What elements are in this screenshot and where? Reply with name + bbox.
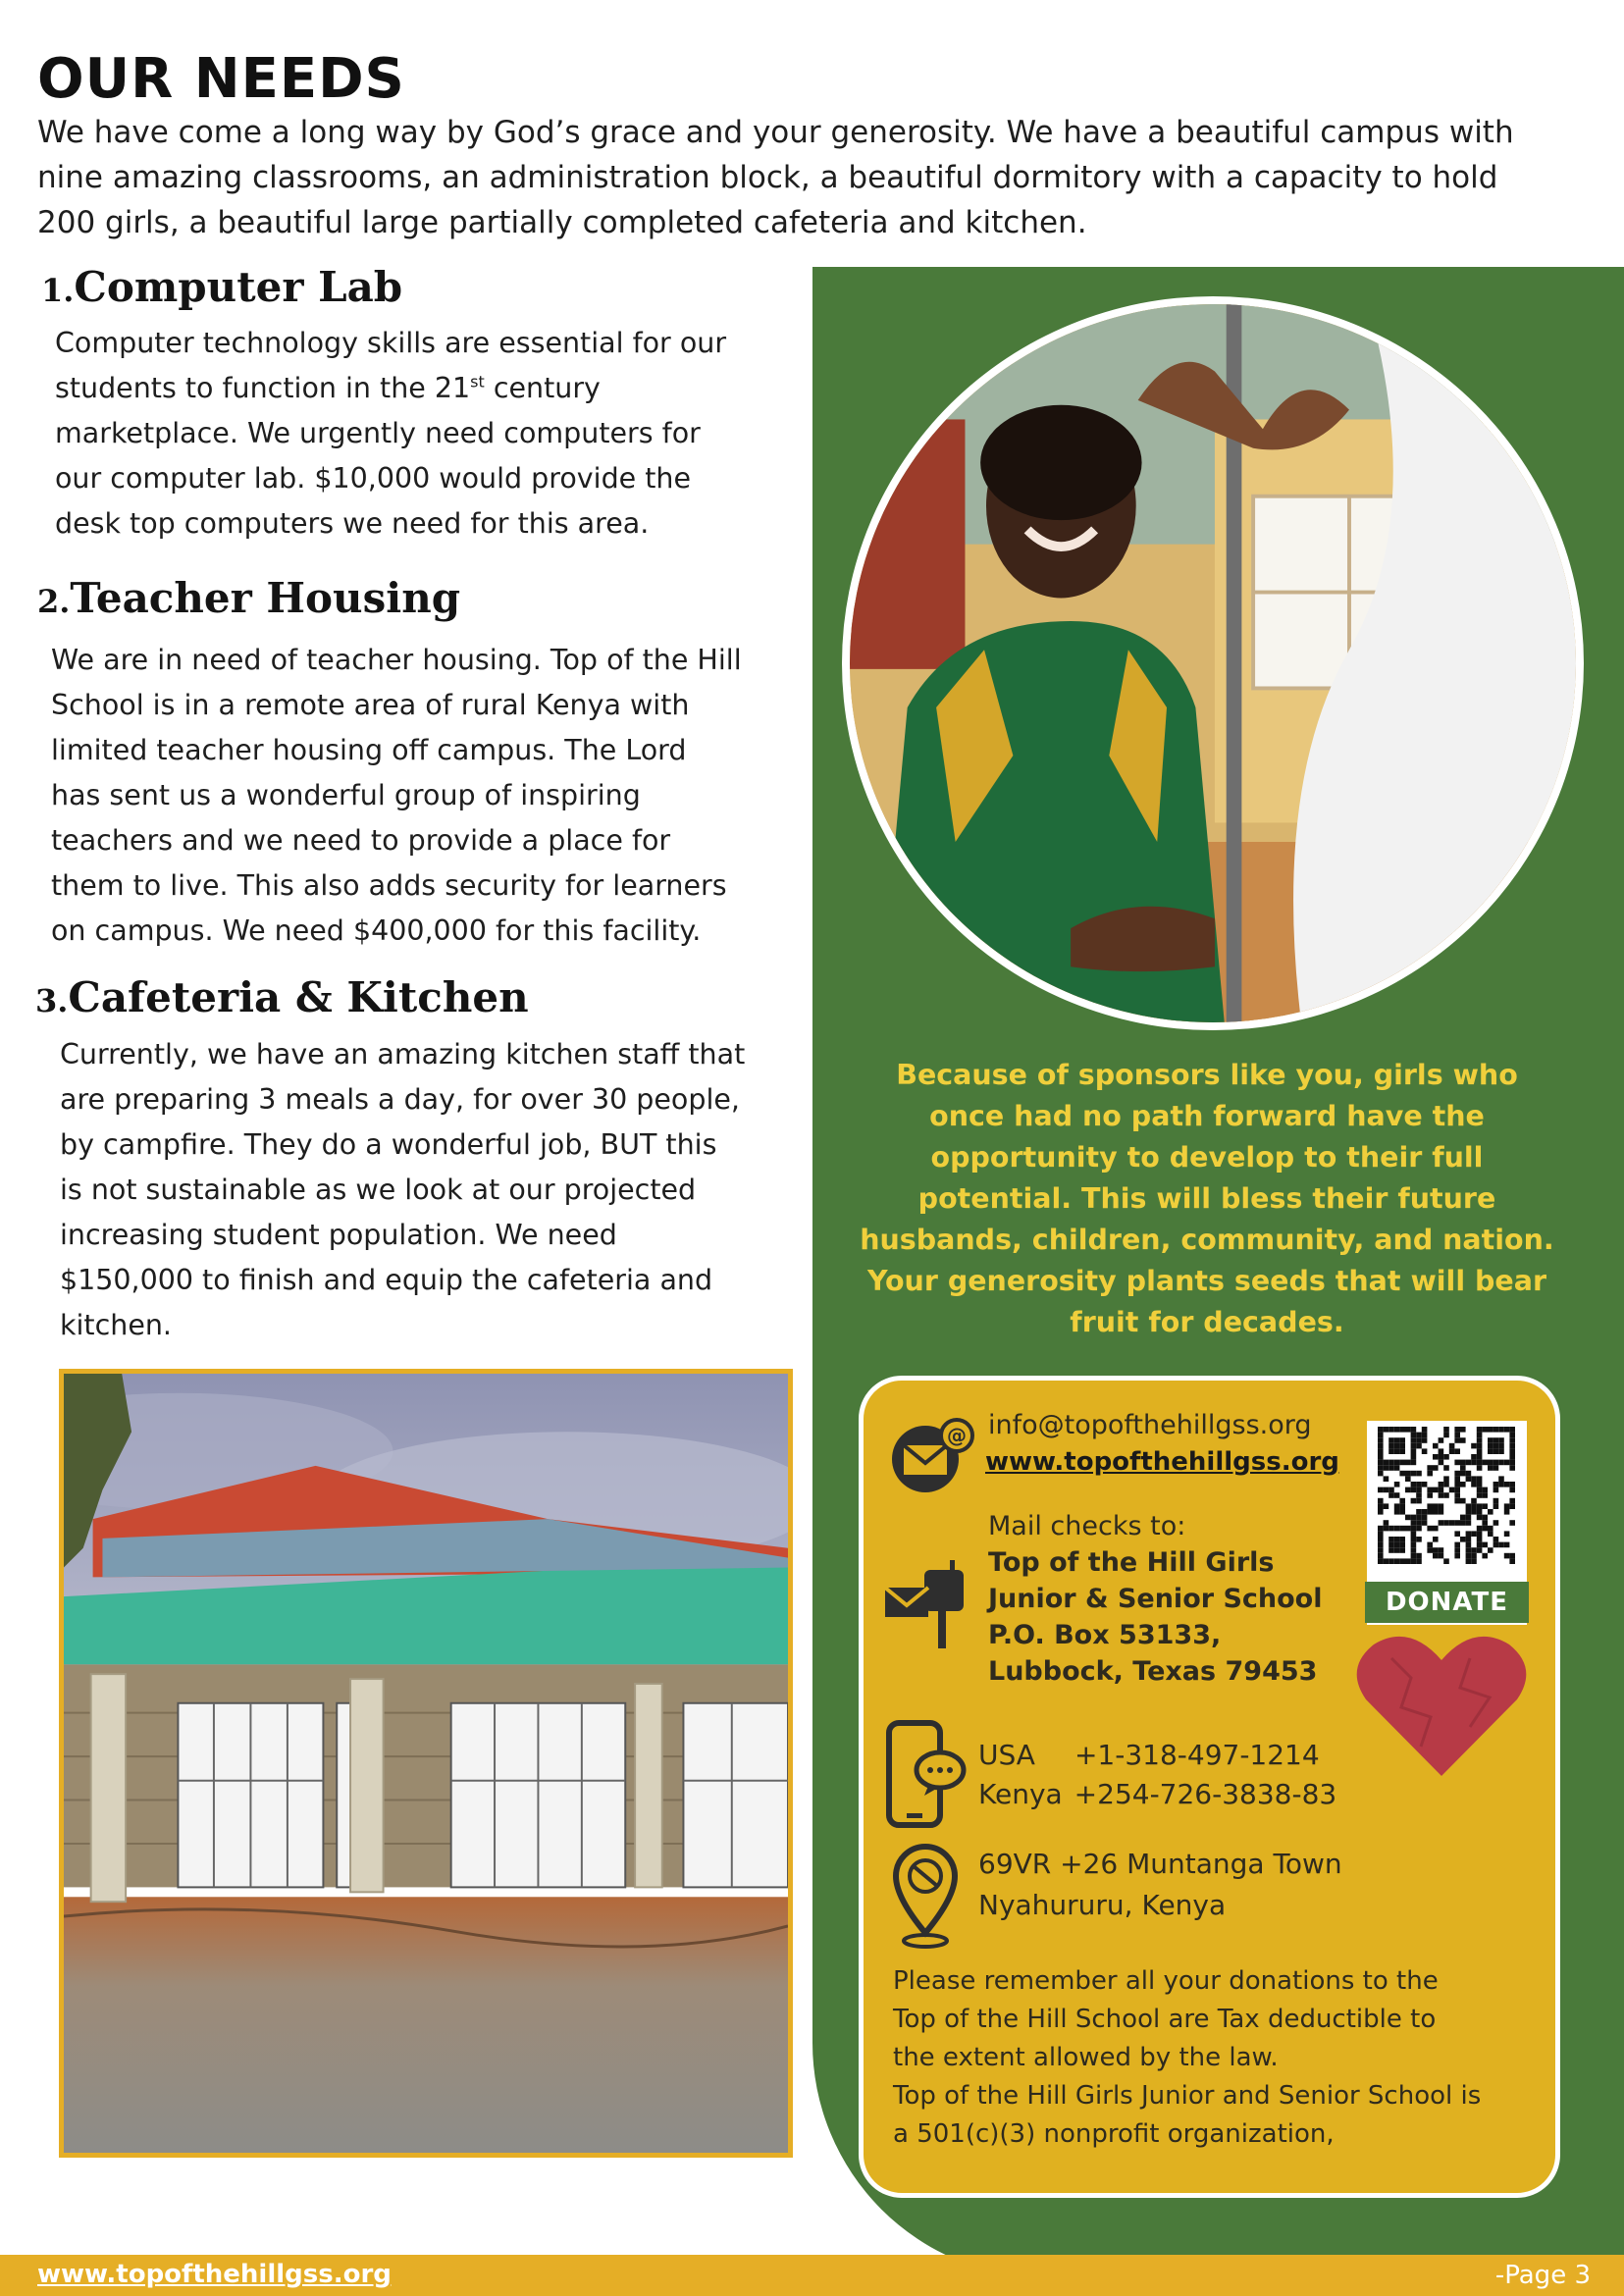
phone-number: +1-318-497-1214	[1074, 1739, 1320, 1771]
body-line: School is in a remote area of rural Kenya with	[51, 689, 690, 721]
sponsor-line: fruit for decades.	[1070, 1306, 1344, 1338]
sponsor-line: opportunity to develop to their full	[930, 1141, 1484, 1174]
page-number: -Page 3	[1494, 2261, 1591, 2290]
svg-text:@: @	[947, 1424, 967, 1447]
body-line	[55, 366, 801, 411]
intro-paragraph	[37, 110, 1568, 245]
body-line: Currently, we have an amazing kitchen staff that	[60, 1038, 746, 1070]
body-line: limited teacher housing off campus. The Lord	[51, 734, 687, 766]
body-line: marketplace. We urgently need computers for	[55, 417, 701, 449]
address-line: Lubbock, Texas 79453	[988, 1656, 1318, 1687]
sponsor-line: Your generosity plants seeds that will bear	[866, 1265, 1547, 1297]
body-line: our computer lab. $10,000 would provide the	[55, 462, 692, 495]
location-pin-icon	[888, 1839, 963, 1951]
body-line: increasing student population. We need	[60, 1219, 617, 1251]
need-heading-cafeteria-kitchen	[35, 973, 529, 1021]
tax-line: Top of the Hill Girls Junior and Senior School is	[893, 2081, 1482, 2111]
body-line: Computer technology skills are essential for our	[55, 327, 727, 359]
sponsor-line: husbands, children, community, and nation.	[860, 1224, 1554, 1256]
body-line: by campfire. They do a wonderful job, BUT this	[60, 1128, 717, 1161]
need-number: 2.	[37, 583, 71, 620]
tax-line: the extent allowed by the law.	[893, 2043, 1279, 2072]
body-line: desk top computers we need for this area.	[55, 507, 650, 540]
contact-email[interactable]: info@topofthehillgss.org	[988, 1410, 1312, 1440]
need-number: 1.	[41, 272, 75, 309]
need-heading-computer-lab	[41, 263, 402, 311]
body-line: $150,000 to finish and equip the cafeteria and	[60, 1264, 713, 1296]
address-line: P.O. Box 53133,	[988, 1620, 1222, 1650]
tax-line: Top of the Hill School are Tax deductible to	[893, 2005, 1437, 2034]
location-address	[978, 1844, 1342, 1926]
sponsor-line: Because of sponsors like you, girls who	[896, 1059, 1518, 1091]
location-line: 69VR +26 Muntanga Town	[978, 1848, 1342, 1880]
intro-line: nine amazing classrooms, an administration block, a beautiful dormitory with a capacity to hold	[37, 160, 1498, 195]
student-photo	[842, 296, 1584, 1030]
address-line: Junior & Senior School	[988, 1584, 1323, 1614]
footer-website-link[interactable]: www.topofthehillgss.org	[37, 2260, 392, 2289]
heart-icon	[1352, 1629, 1531, 1784]
need-body-teacher-housing	[51, 638, 807, 954]
intro-line: We have come a long way by God’s grace and your generosity. We have a beautiful campus with	[37, 115, 1514, 150]
intro-line: 200 girls, a beautiful large partially completed cafeteria and kitchen.	[37, 205, 1087, 240]
need-body-computer-lab	[55, 321, 801, 547]
location-line: Nyahururu, Kenya	[978, 1889, 1227, 1921]
need-body-cafeteria-kitchen	[60, 1032, 806, 1348]
body-text: students to function in the 21	[55, 372, 471, 404]
body-line: kitchen.	[60, 1309, 172, 1341]
need-heading-teacher-housing	[37, 574, 460, 622]
superscript: st	[470, 372, 485, 391]
body-line: is not sustainable as we look at our projected	[60, 1174, 697, 1206]
tax-line: Please remember all your donations to the	[893, 1966, 1439, 1996]
sponsor-message	[854, 1055, 1560, 1343]
phone-kenya[interactable]	[978, 1774, 1336, 1815]
phone-country-label: Kenya	[978, 1778, 1063, 1810]
qr-code-icon	[1367, 1421, 1527, 1578]
phone-chat-icon	[885, 1719, 968, 1829]
phone-country-label: USA	[978, 1739, 1035, 1771]
need-title: Cafeteria & Kitchen	[68, 973, 529, 1021]
body-line: has sent us a wonderful group of inspiring	[51, 779, 641, 811]
tax-deductible-note	[893, 1962, 1541, 2154]
donate-button[interactable]: DONATE	[1365, 1582, 1529, 1623]
cafeteria-building-photo	[59, 1369, 793, 2158]
body-line: them to live. This also adds security for learners	[51, 869, 727, 902]
tax-line: a 501(c)(3) nonprofit organization,	[893, 2119, 1335, 2149]
phone-usa[interactable]	[978, 1735, 1320, 1776]
body-line: are preparing 3 meals a day, for over 30 people,	[60, 1083, 740, 1116]
sponsor-line: potential. This will bless their future	[917, 1182, 1496, 1215]
body-text: century	[484, 372, 601, 404]
need-title: Computer Lab	[74, 263, 403, 311]
page-title: OUR NEEDS	[37, 47, 405, 111]
body-line: We are in need of teacher housing. Top of the Hill	[51, 644, 742, 676]
mailbox-icon	[881, 1560, 971, 1650]
need-title: Teacher Housing	[70, 574, 461, 622]
sponsor-line: once had no path forward have the	[929, 1100, 1485, 1132]
mail-address	[988, 1544, 1322, 1690]
mail-label: Mail checks to:	[988, 1511, 1186, 1541]
email-icon	[888, 1416, 976, 1494]
page-footer	[0, 2255, 1624, 2296]
body-line: on campus. We need $400,000 for this facility.	[51, 914, 702, 947]
address-line: Top of the Hill Girls	[988, 1547, 1275, 1578]
need-number: 3.	[35, 982, 69, 1019]
body-line: teachers and we need to provide a place for	[51, 824, 671, 857]
phone-number: +254-726-3838-83	[1074, 1778, 1337, 1810]
contact-website-link[interactable]: www.topofthehillgss.org	[985, 1447, 1339, 1477]
